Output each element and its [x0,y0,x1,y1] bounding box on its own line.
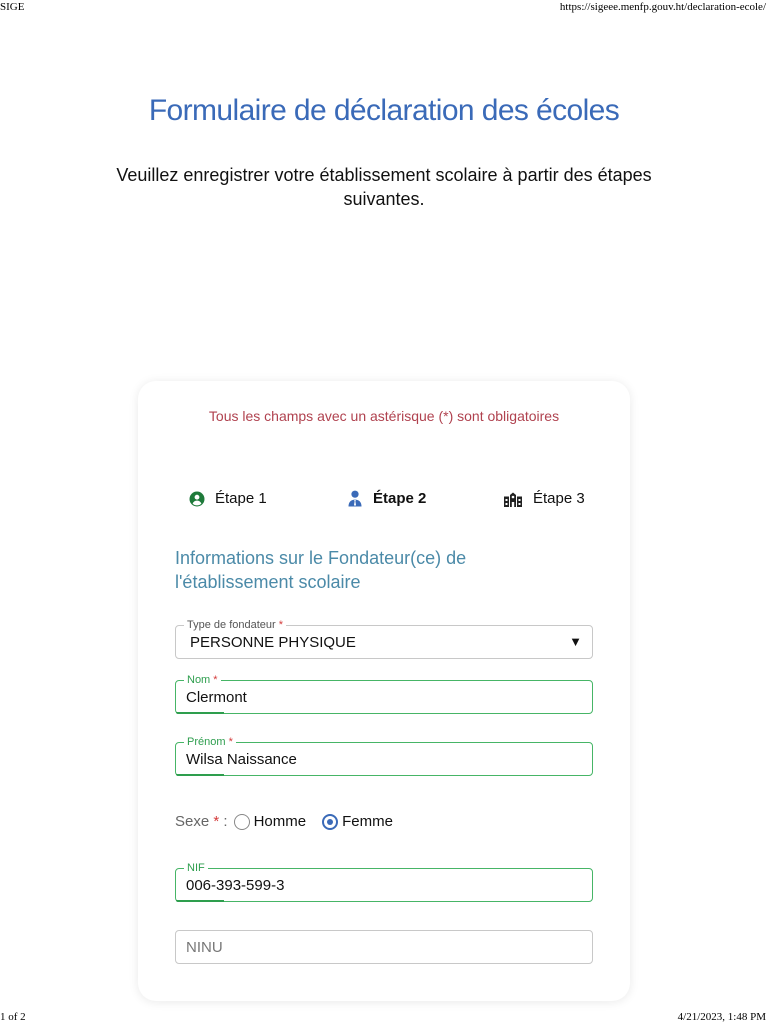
nif-label: NIF [184,861,208,875]
radio-femme-circle[interactable] [322,814,338,830]
prenom-field[interactable] [175,736,593,776]
user-tie-icon [347,490,363,507]
chevron-down-icon[interactable]: ▼ [569,634,582,649]
focus-underline [176,712,224,714]
step-1[interactable] [189,490,267,507]
print-footer-timestamp: 4/21/2023, 1:48 PM [677,1011,766,1023]
print-footer-page: 1 of 2 [0,1011,26,1023]
ninu-input[interactable] [186,939,566,956]
prenom-label [184,735,236,749]
prenom-label-text: Prénom [187,736,226,748]
focus-underline [176,774,224,776]
print-header-title: SIGE [0,1,25,13]
step-3-label: Étape 3 [533,490,585,507]
step-2-label: Étape 2 [373,490,427,507]
nif-field[interactable] [175,862,593,902]
page-subtitle: Veuillez enregistrer votre établissement scolaire à partir des étapes suivantes. [116,165,652,209]
sexe-label-text: Sexe [175,813,210,830]
radio-homme-circle[interactable] [234,814,250,830]
sexe-label [175,813,228,830]
required-mark: * [213,813,220,830]
required-fields-note: Tous les champs avec un astérisque (*) sont obligatoires [208,408,560,424]
user-circle-icon [189,491,205,507]
nom-input[interactable] [186,689,566,706]
required-mark: * [213,674,218,686]
nif-input[interactable] [186,877,566,894]
step-3[interactable] [503,490,585,507]
founder-type-label-text: Type de fondateur [187,619,276,631]
radio-homme[interactable] [234,813,307,830]
radio-femme[interactable] [322,813,393,830]
prenom-input[interactable] [186,751,566,768]
required-mark: * [228,736,233,748]
section-title: Informations sur le Fondateur(ce) de l'établissement scolaire [175,548,467,592]
school-building-icon [503,491,523,507]
founder-type-select[interactable] [175,619,593,659]
sexe-radio-group [175,813,409,830]
nom-label-text: Nom [187,674,211,686]
ninu-field[interactable] [175,930,593,964]
step-1-label: Étape 1 [215,490,267,507]
nom-field[interactable] [175,674,593,714]
founder-type-value: PERSONNE PHYSIQUE [190,634,356,651]
required-mark: * [278,619,284,631]
focus-underline [176,900,224,902]
sexe-label-suffix: : [219,813,228,830]
step-2[interactable] [347,490,426,507]
nom-label [184,673,221,687]
page-title: Formulaire de déclaration des écoles [148,94,620,127]
radio-femme-label: Femme [342,813,393,830]
founder-type-label [184,618,286,632]
print-header-url: https://sigeee.menfp.gouv.ht/declaration-ecole/ [559,1,766,13]
radio-homme-label: Homme [253,813,307,830]
